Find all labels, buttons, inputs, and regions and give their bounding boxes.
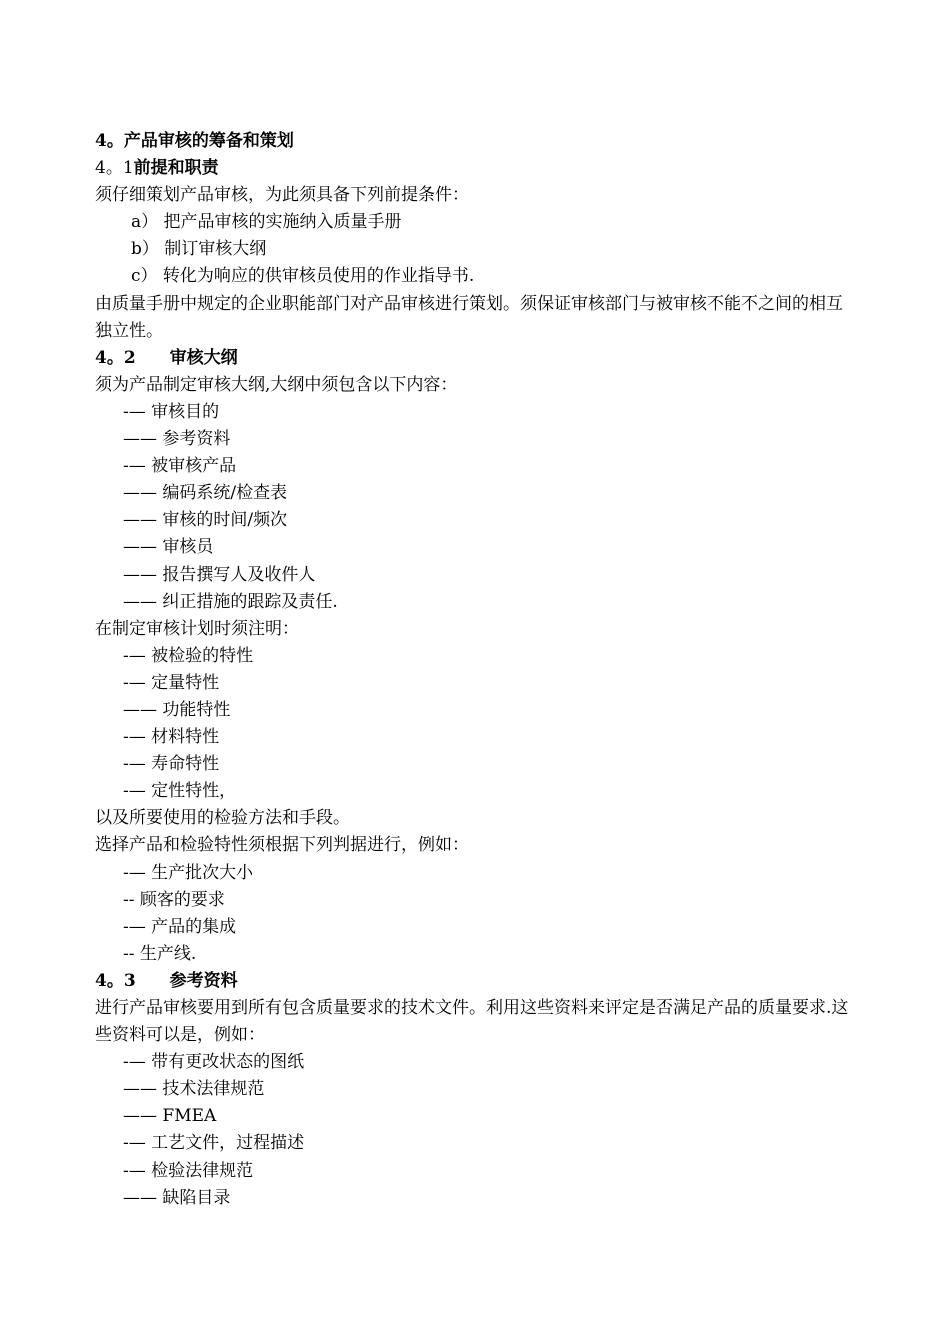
- section-4-2-intro: 须为产品制定审核大纲,大纲中须包含以下内容：: [95, 374, 458, 395]
- list-item: —— FMEA: [123, 1106, 217, 1127]
- list-item: -— 被审核产品: [123, 456, 237, 477]
- section-4-2-plan-intro: 在制定审核计划时须注明：: [95, 618, 299, 639]
- list-item: —— 技术法律规范: [123, 1079, 265, 1100]
- list-item: -- 顾客的要求: [123, 889, 225, 910]
- list-item: -— 带有更改状态的图纸: [123, 1052, 305, 1073]
- list-item: b） 制订审核大纲: [131, 239, 267, 260]
- section-4-1-heading: [95, 155, 855, 182]
- document-page: [95, 128, 855, 1212]
- list-item: —— 功能特性: [123, 699, 231, 720]
- section-4-2-methods: 以及所要使用的检验方法和手段。: [95, 808, 350, 829]
- list-item: -- 生产线.: [123, 943, 197, 964]
- list-item: —— 报告撰写人及收件人: [123, 564, 316, 585]
- section-4-1-intro: 须仔细策划产品审核，为此须具备下列前提条件：: [95, 185, 469, 206]
- list-item: -— 被检验的特性: [123, 645, 254, 666]
- list-item: -— 生产批次大小: [123, 862, 254, 883]
- list-item: —— 参考资料: [123, 429, 231, 450]
- list-item: -— 材料特性: [123, 727, 220, 748]
- section-4-3-heading: 4。3 参考资料: [95, 970, 238, 991]
- list-item: —— 审核员: [123, 537, 214, 558]
- section-4-1-paragraph: 由质量手册中规定的企业职能部门对产品审核进行策划。须保证审核部门与被审核不能不之间的相互独立性。: [95, 293, 843, 341]
- list-item: -— 检验法律规范: [123, 1160, 254, 1181]
- list-item: -— 定量特性: [123, 672, 220, 693]
- list-item: -— 审核目的: [123, 401, 220, 422]
- list-item: c） 转化为响应的供审核员使用的作业指导书.: [131, 266, 475, 287]
- section-4-2-heading: 4。2 审核大纲: [95, 347, 238, 368]
- list-item: -— 定性特性，: [123, 781, 237, 802]
- list-item: —— 缺陷目录: [123, 1187, 231, 1208]
- list-item: -— 工艺文件，过程描述: [123, 1133, 305, 1154]
- list-item: -— 产品的集成: [123, 916, 237, 937]
- section-4-2-select-intro: 选择产品和检验特性须根据下列判据进行，例如：: [95, 835, 469, 856]
- list-item: a） 把产品审核的实施纳入质量手册: [131, 212, 402, 233]
- list-item: —— 纠正措施的跟踪及责任.: [123, 591, 338, 612]
- list-item: -— 寿命特性: [123, 754, 220, 775]
- list-item: —— 编码系统/检查表: [123, 483, 288, 504]
- section-4-3-paragraph: 进行产品审核要用到所有包含质量要求的技术文件。利用这些资料来评定是否满足产品的质量要求.这些资料可以是，例如：: [95, 998, 849, 1046]
- section-4-title: 4。产品审核的筹备和策划: [95, 131, 294, 151]
- section-4-1-title: 前提和职责: [133, 158, 219, 179]
- list-item: —— 审核的时间/频次: [123, 510, 288, 531]
- section-4-1-number: 4。1: [95, 158, 134, 179]
